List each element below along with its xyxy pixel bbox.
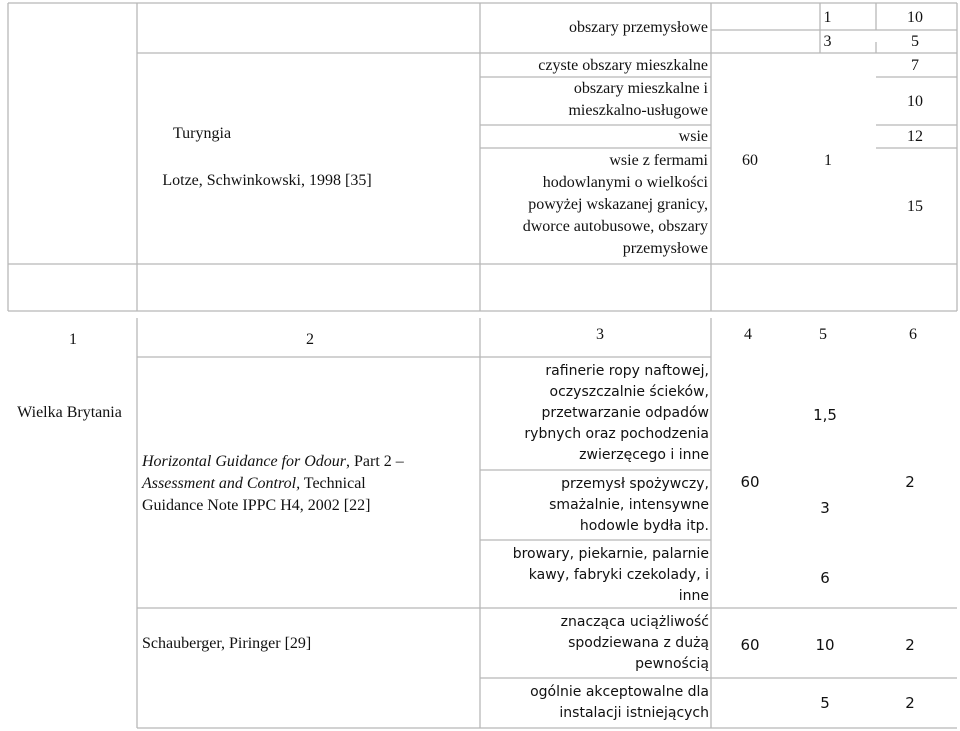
label-line: znacząca uciążliwość (560, 614, 709, 630)
label-line: wsie z fermami (609, 152, 708, 169)
label-residential-mixed (480, 78, 708, 122)
value-breweries: 6 (820, 569, 830, 587)
label-line: rafinerie ropy naftowej, (545, 363, 709, 379)
value-acceptable-2: 2 (905, 694, 915, 712)
header-col-4: 4 (744, 326, 752, 343)
value-refineries: 1,5 (813, 406, 837, 424)
label-line: inne (678, 588, 709, 604)
value-acceptable-5: 5 (820, 694, 830, 712)
source-line-3: Guidance Note IPPC H4, 2002 [22] (142, 497, 371, 514)
label-line: smażalnie, intensywne (549, 497, 709, 513)
value-industrial-10: 10 (907, 9, 923, 26)
label-line: przemysł spożywczy, (561, 476, 709, 492)
label-line: dworce autobusowe, obszary (522, 218, 708, 235)
value-significant-10: 10 (815, 636, 835, 654)
label-line: instalacji istniejących (559, 705, 709, 721)
label-line: powyżej wskazanej granicy, (528, 196, 708, 213)
value-industrial-1: 1 (823, 9, 832, 26)
label-line: zwierzęcego i inne (579, 447, 709, 463)
value-industrial-5: 5 (911, 33, 919, 50)
label-clean-residential: czyste obszary mieszkalne (538, 57, 708, 74)
country-great-britain: Wielka Brytania (17, 404, 122, 421)
label-line: rybnych oraz pochodzenia (524, 426, 709, 442)
source-line-1 (142, 451, 477, 473)
source-technical: Technical (300, 475, 366, 492)
header-col-6: 6 (909, 326, 917, 343)
label-villages: wsie (678, 128, 708, 145)
value-villages-farms: 15 (907, 198, 923, 215)
label-significant-nuisance (480, 612, 709, 675)
label-breweries (480, 544, 709, 607)
source-line-2 (142, 473, 477, 495)
merged-value-1: 1 (824, 152, 832, 169)
value-residential-mixed: 10 (907, 93, 923, 110)
label-line: browary, piekarnie, palarnie (512, 546, 709, 562)
label-food-industry (480, 474, 709, 537)
value-industrial-3: 3 (823, 33, 832, 50)
merged-value-60: 60 (742, 152, 758, 169)
source-lotze: Lotze, Schwinkowski, 1998 [35] (162, 172, 372, 189)
value-clean-residential: 7 (911, 57, 919, 74)
header-col-2: 2 (306, 331, 314, 348)
label-line: spodziewana z dużą (568, 635, 709, 651)
source-italic-title: Horizontal Guidance for Odour (142, 453, 346, 470)
label-refineries (480, 361, 709, 466)
label-line: pewnością (635, 656, 709, 672)
label-line: oczyszczalnie ścieków, (549, 384, 709, 400)
header-col-1: 1 (69, 331, 77, 348)
label-line: hodowle bydła itp. (579, 518, 709, 534)
label-line: hodowlanymi o wielkości (542, 174, 708, 191)
country-thuringia: Turyngia (172, 125, 232, 142)
value-villages: 12 (907, 128, 923, 145)
value-food-industry: 3 (820, 499, 830, 517)
source-horizontal-guidance (142, 451, 477, 517)
group1-value-60: 60 (740, 473, 760, 491)
value-significant-60: 60 (740, 636, 760, 654)
source-italic-subtitle: Assessment and Control, (142, 475, 301, 492)
value-significant-2: 2 (905, 636, 915, 654)
source-part: , Part 2 – (346, 453, 404, 470)
label-line: mieszkalno-usługowe (568, 102, 708, 119)
label-line: przetwarzanie odpadów (541, 405, 709, 421)
label-line: przemysłowe (622, 240, 708, 257)
header-col-3: 3 (596, 326, 604, 343)
source-schauberger: Schauberger, Piringer [29] (142, 635, 312, 652)
label-industrial-areas: obszary przemysłowe (568, 19, 708, 36)
label-line: kawy, fabryki czekolady, i (528, 567, 709, 583)
label-generally-acceptable (480, 682, 709, 724)
label-line: obszary mieszkalne i (573, 80, 708, 97)
group1-value-2: 2 (905, 473, 915, 491)
label-villages-farms (480, 150, 708, 260)
label-line: ogólnie akceptowalne dla (530, 684, 709, 700)
header-col-5: 5 (819, 326, 827, 343)
